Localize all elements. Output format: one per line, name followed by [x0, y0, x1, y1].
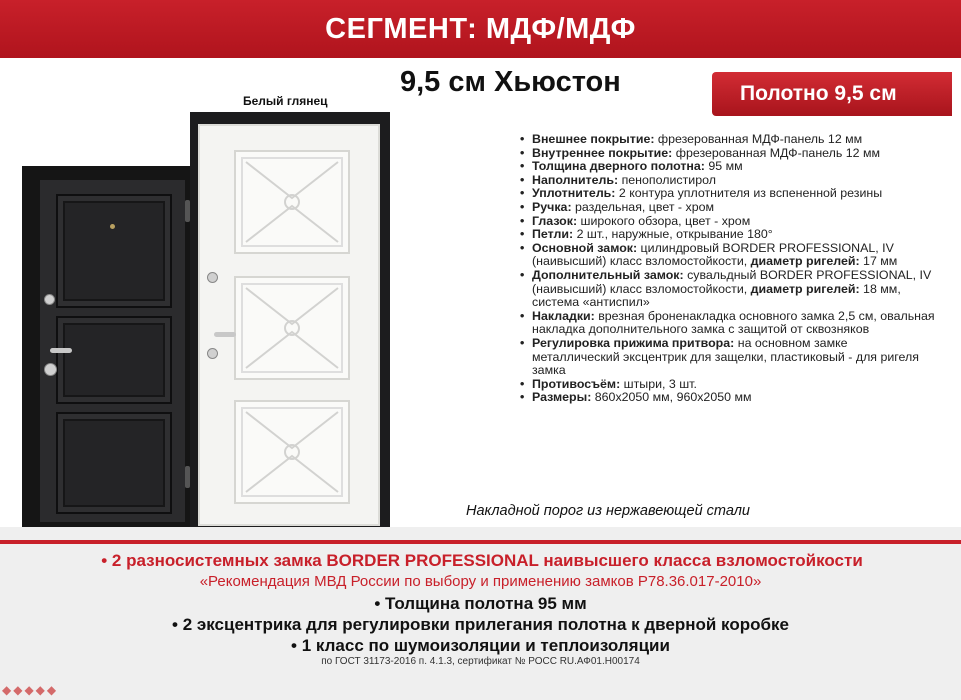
spec-label: Противосъём: [532, 376, 621, 391]
door-handle-icon [214, 332, 236, 337]
spec-item [518, 147, 938, 161]
spec-item [518, 378, 938, 392]
spec-value: фрезерованная МДФ-панель 12 мм [672, 145, 881, 160]
spec-label: Наполнитель: [532, 172, 619, 187]
spec-value: фрезерованная МДФ-панель 12 мм [654, 132, 863, 146]
certificate-note: по ГОСТ 31173-2016 п. 4.1.3, сертификат № РОСС RU.АФ01.Н00174 [321, 656, 640, 667]
interior-panel [234, 150, 350, 254]
spec-item [518, 187, 938, 201]
benefit-thickness: • Толщина полотна 95 мм [374, 594, 587, 613]
exterior-panel [56, 412, 172, 514]
accent-divider [0, 540, 961, 544]
spec-label: Внешнее покрытие: [532, 132, 655, 146]
spec-item [518, 242, 938, 269]
spec-item [518, 160, 938, 174]
peephole-icon [110, 224, 115, 229]
exterior-panel [56, 316, 172, 404]
benefit-locks: • 2 разносистемных замка BORDER PROFESSIONAL наивысшего класса взломостойкости [101, 551, 863, 570]
lock-thumbturn-icon [207, 272, 218, 283]
spec-label: Петли: [532, 227, 574, 242]
spec-item [518, 174, 938, 188]
benefit-recommendation: «Рекомендация МВД России по выбору и применению замков Р78.36.017-2010» [199, 573, 762, 590]
benefit-eccentrics: • 2 эксцентрика для регулировки прилегания полотна к дверной коробке [172, 615, 789, 634]
spec-value: 860х2050 мм, 960х2050 мм [591, 390, 752, 405]
spec-item [518, 337, 938, 378]
exterior-door-leaf [40, 180, 185, 522]
spec-value: раздельная, цвет - хром [571, 199, 714, 214]
spec-label: Глазок: [532, 213, 578, 228]
spec-value: врезная броненакладка основного замка 2,5 см, овальная накладка дополнительного замка с защитой от сквозняков [532, 308, 935, 337]
interior-door-image [190, 112, 390, 532]
spec-item [518, 310, 938, 337]
spec-value: 95 мм [704, 159, 743, 174]
lock-thumbturn-icon [207, 348, 218, 359]
lock-cylinder-icon [44, 294, 55, 305]
spec-item [518, 391, 938, 405]
finish-label: Белый глянец [243, 94, 328, 108]
spec-label: диаметр ригелей: [750, 281, 860, 296]
spec-value: пенополистирол [618, 172, 716, 187]
thickness-badge [712, 72, 952, 116]
spec-label: Размеры: [532, 390, 592, 405]
model-title: 9,5 см Хьюстон [400, 66, 621, 98]
spec-label: Дополнительный замок: [532, 267, 684, 282]
spec-label: Регулировка прижима притвора: [532, 335, 735, 350]
decorative-dots-icon: ◆◆◆◆◆ [2, 683, 59, 697]
spec-item [518, 228, 938, 242]
benefit-insulation: • 1 класс по шумоизоляции и теплоизоляции [291, 636, 670, 655]
page-header [0, 0, 961, 58]
interior-panel [234, 400, 350, 504]
spec-item [518, 133, 938, 147]
door-handle-icon [50, 348, 72, 353]
spec-item [518, 201, 938, 215]
spec-value: цилиндровый BORDER PROFESSIONAL, IV (наивысший) класс взломостойкости, [532, 240, 894, 269]
spec-value: сувальдный BORDER PROFESSIONAL, IV (наивысший) класс взломостойкости, [532, 267, 932, 296]
spec-value: штыри, 3 шт. [620, 376, 697, 391]
spec-value: широкого обзора, цвет - хром [577, 213, 751, 228]
spec-label: Накладки: [532, 308, 595, 323]
spec-value: 18 мм, система «антиспил» [532, 281, 901, 310]
spec-value: на основном замке металлический эксцентрик для защелки, пластиковый - для ригеля замка [532, 335, 919, 378]
exterior-panel [56, 194, 172, 308]
threshold-note: Накладной порог из нержавеющей стали [466, 503, 750, 519]
specifications-list [518, 133, 938, 405]
spec-value: 2 шт., наружные, открывание 180° [573, 227, 773, 242]
spec-label: Толщина дверного полотна: [532, 159, 705, 174]
spec-label: диаметр ригелей: [750, 254, 860, 269]
spec-item [518, 215, 938, 229]
spec-label: Основной замок: [532, 240, 638, 255]
spec-label: Внутреннее покрытие: [532, 145, 673, 160]
header-title: СЕГМЕНТ: МДФ/МДФ [325, 13, 636, 45]
spec-label: Ручка: [532, 199, 572, 214]
interior-door-leaf [198, 124, 380, 526]
spec-item [518, 269, 938, 310]
interior-panel [234, 276, 350, 380]
spec-value: 17 мм [859, 254, 898, 269]
spec-label: Уплотнитель: [532, 186, 616, 201]
lock-cylinder-icon [44, 363, 57, 376]
badge-label: Полотно 9,5 см [740, 82, 897, 105]
exterior-door-image [22, 166, 192, 528]
spec-value: 2 контура уплотнителя из вспененной резины [615, 186, 883, 201]
